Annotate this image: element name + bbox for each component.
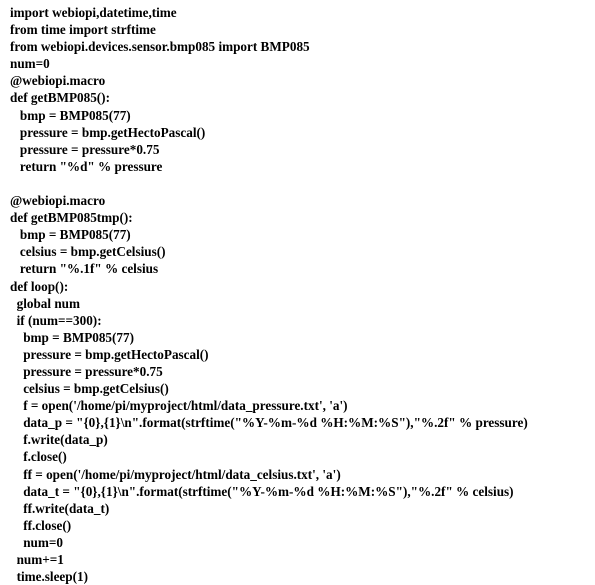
code-line: data_p = "{0},{1}\n".format(strftime("%Y-%m-%d %H:%M:%S"),"%.2f" % pressure) <box>10 415 528 431</box>
code-line: ff.write(data_t) <box>10 500 110 516</box>
code-line: import webiopi,datetime,time <box>10 5 177 20</box>
code-line: f.write(data_p) <box>10 432 108 448</box>
code-line: from time import strftime <box>10 22 156 38</box>
code-line: celsius = bmp.getCelsius() <box>10 244 166 260</box>
code-line: ff.close() <box>10 517 72 533</box>
code-line <box>10 175 528 192</box>
code-listing <box>10 4 528 585</box>
code-line: ff = open('/home/pi/myproject/html/data_celsius.txt', 'a') <box>10 466 341 482</box>
code-line: num=0 <box>10 534 63 550</box>
code-line: pressure = pressure*0.75 <box>10 141 160 157</box>
code-line: if (num==300): <box>10 312 102 328</box>
code-line: pressure = pressure*0.75 <box>10 363 163 379</box>
code-line: @webiopi.macro <box>10 73 106 89</box>
code-line: f.close() <box>10 449 67 465</box>
code-line: pressure = bmp.getHectoPascal() <box>10 124 206 140</box>
code-line: @webiopi.macro <box>10 193 106 209</box>
code-line: celsius = bmp.getCelsius() <box>10 381 169 397</box>
code-line: bmp = BMP085(77) <box>10 227 131 243</box>
code-line: global num <box>10 295 80 311</box>
code-line: return "%.1f" % celsius <box>10 261 159 277</box>
code-line: num+=1 <box>10 552 64 567</box>
code-line: from webiopi.devices.sensor.bmp085 import BMP085 <box>10 39 310 55</box>
code-line: return "%d" % pressure <box>10 158 163 174</box>
code-line: time.sleep(1) <box>10 569 88 585</box>
code-line: f = open('/home/pi/myproject/html/data_pressure.txt', 'a') <box>10 398 348 414</box>
code-line: num=0 <box>10 56 50 72</box>
code-line: def getBMP085(): <box>10 90 110 106</box>
code-line: def getBMP085tmp(): <box>10 210 133 226</box>
code-line: def loop(): <box>10 278 69 294</box>
code-line: data_t = "{0},{1}\n".format(strftime("%Y-%m-%d %H:%M:%S"),"%.2f" % celsius) <box>10 483 514 499</box>
code-line: pressure = bmp.getHectoPascal() <box>10 346 209 362</box>
code-line: bmp = BMP085(77) <box>10 107 131 123</box>
code-line: bmp = BMP085(77) <box>10 329 134 345</box>
